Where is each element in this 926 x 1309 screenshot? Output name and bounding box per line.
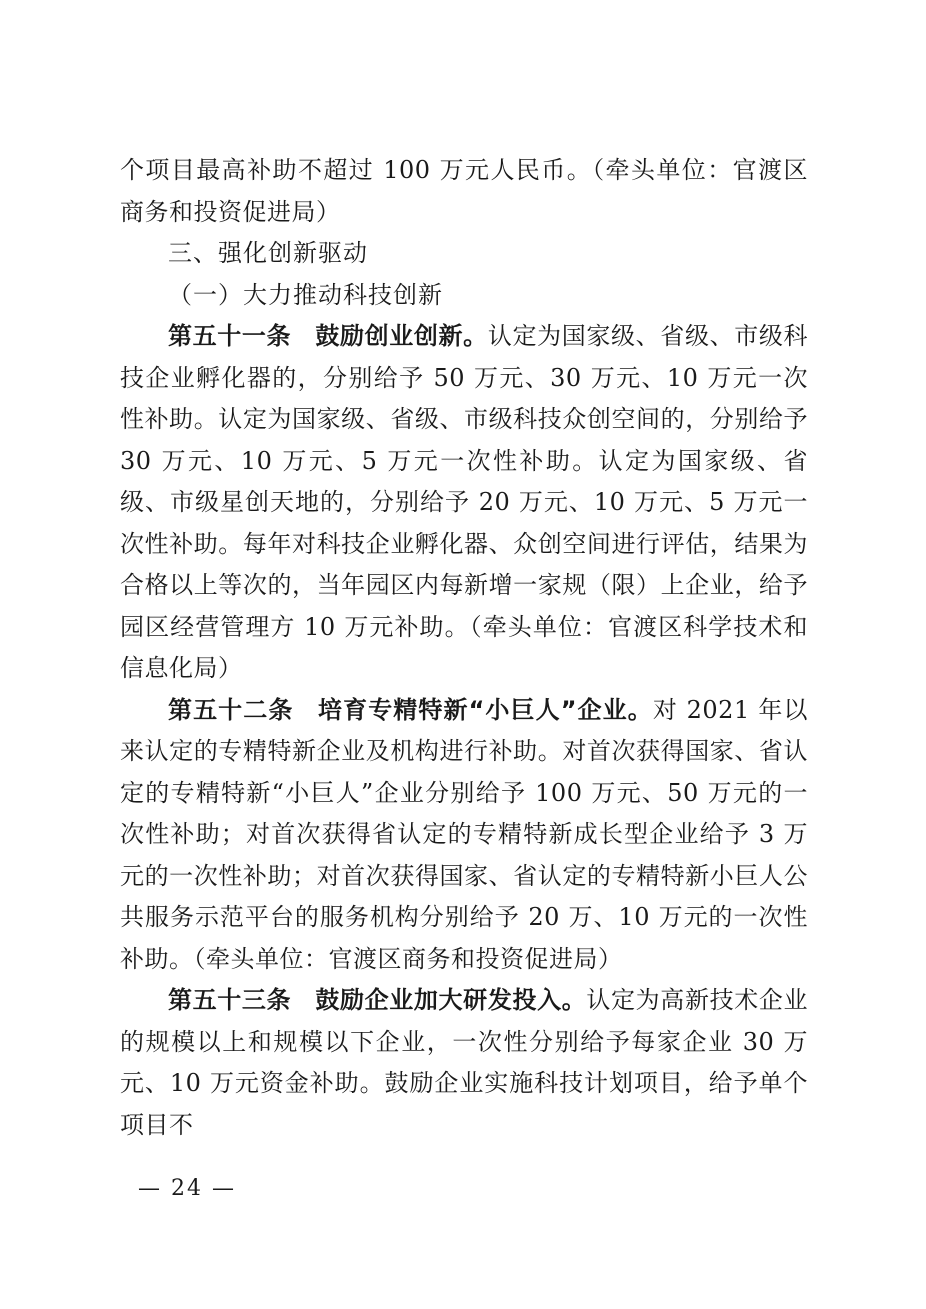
article-52-subject: 培育专精特新“小巨人”企业。 xyxy=(317,695,653,724)
article-51-subject: 鼓励创业创新。 xyxy=(315,322,488,350)
subsection-heading: （一）大力推动科技创新 xyxy=(168,280,443,309)
article-53 xyxy=(120,980,808,1146)
document-body xyxy=(120,150,808,1146)
article-53-subject: 鼓励企业加大研发投入。 xyxy=(315,986,587,1014)
page-number: — 24 — xyxy=(138,1176,236,1201)
article-51 xyxy=(120,316,808,690)
article-51-title: 第五十一条 xyxy=(168,322,292,350)
section-heading: 三、强化创新驱动 xyxy=(168,239,368,267)
article-53-body: 认定为高新技术企业的规模以上和规模以下企业，一次性分别给予每家企业 30 万元、10 万元资金补助。鼓励企业实施科技计划项目，给予单个项目不 xyxy=(120,986,809,1139)
article-52-title: 第五十二条 xyxy=(168,695,294,724)
article-52-body: 对 2021 年以来认定的专精特新企业及机构进行补助。对首次获得国家、省认定的专精特新“小巨人”企业分别给予 100 万元、50 万元的一次性补助；对首次获得省认定的专精特新成长型企业给予 3 万元的一次性补助；对首次获得国家、省认定的专精特新小巨人公共服务示范平台的服务机构分别给予 20 万、10 万元的一次性补助。（牵头单位：官渡区商务和投资促进局） xyxy=(120,695,809,973)
continuation-paragraph: 个项目最高补助不超过 100 万元人民币。（牵头单位：官渡区商务和投资促进局） xyxy=(120,156,808,226)
article-52 xyxy=(120,690,808,981)
article-51-body: 认定为国家级、省级、市级科技企业孵化器的，分别给予 50 万元、30 万元、10 万元一次性补助。认定为国家级、省级、市级科技众创空间的，分别给予 30 万元、10 万元、5 万元一次性补助。认定为国家级、省级、市级星创天地的，分别给予 20 万元、10 万元、5 万元一次性补助。每年对科技企业孵化器、众创空间进行评估，结果为合格以上等次的，当年园区内每新增一家规（限）上企业，给予园区经营管理方 10 万元补助。（牵头单位：官渡区科学技术和信息化局） xyxy=(120,322,809,682)
article-53-title: 第五十三条 xyxy=(168,986,292,1014)
